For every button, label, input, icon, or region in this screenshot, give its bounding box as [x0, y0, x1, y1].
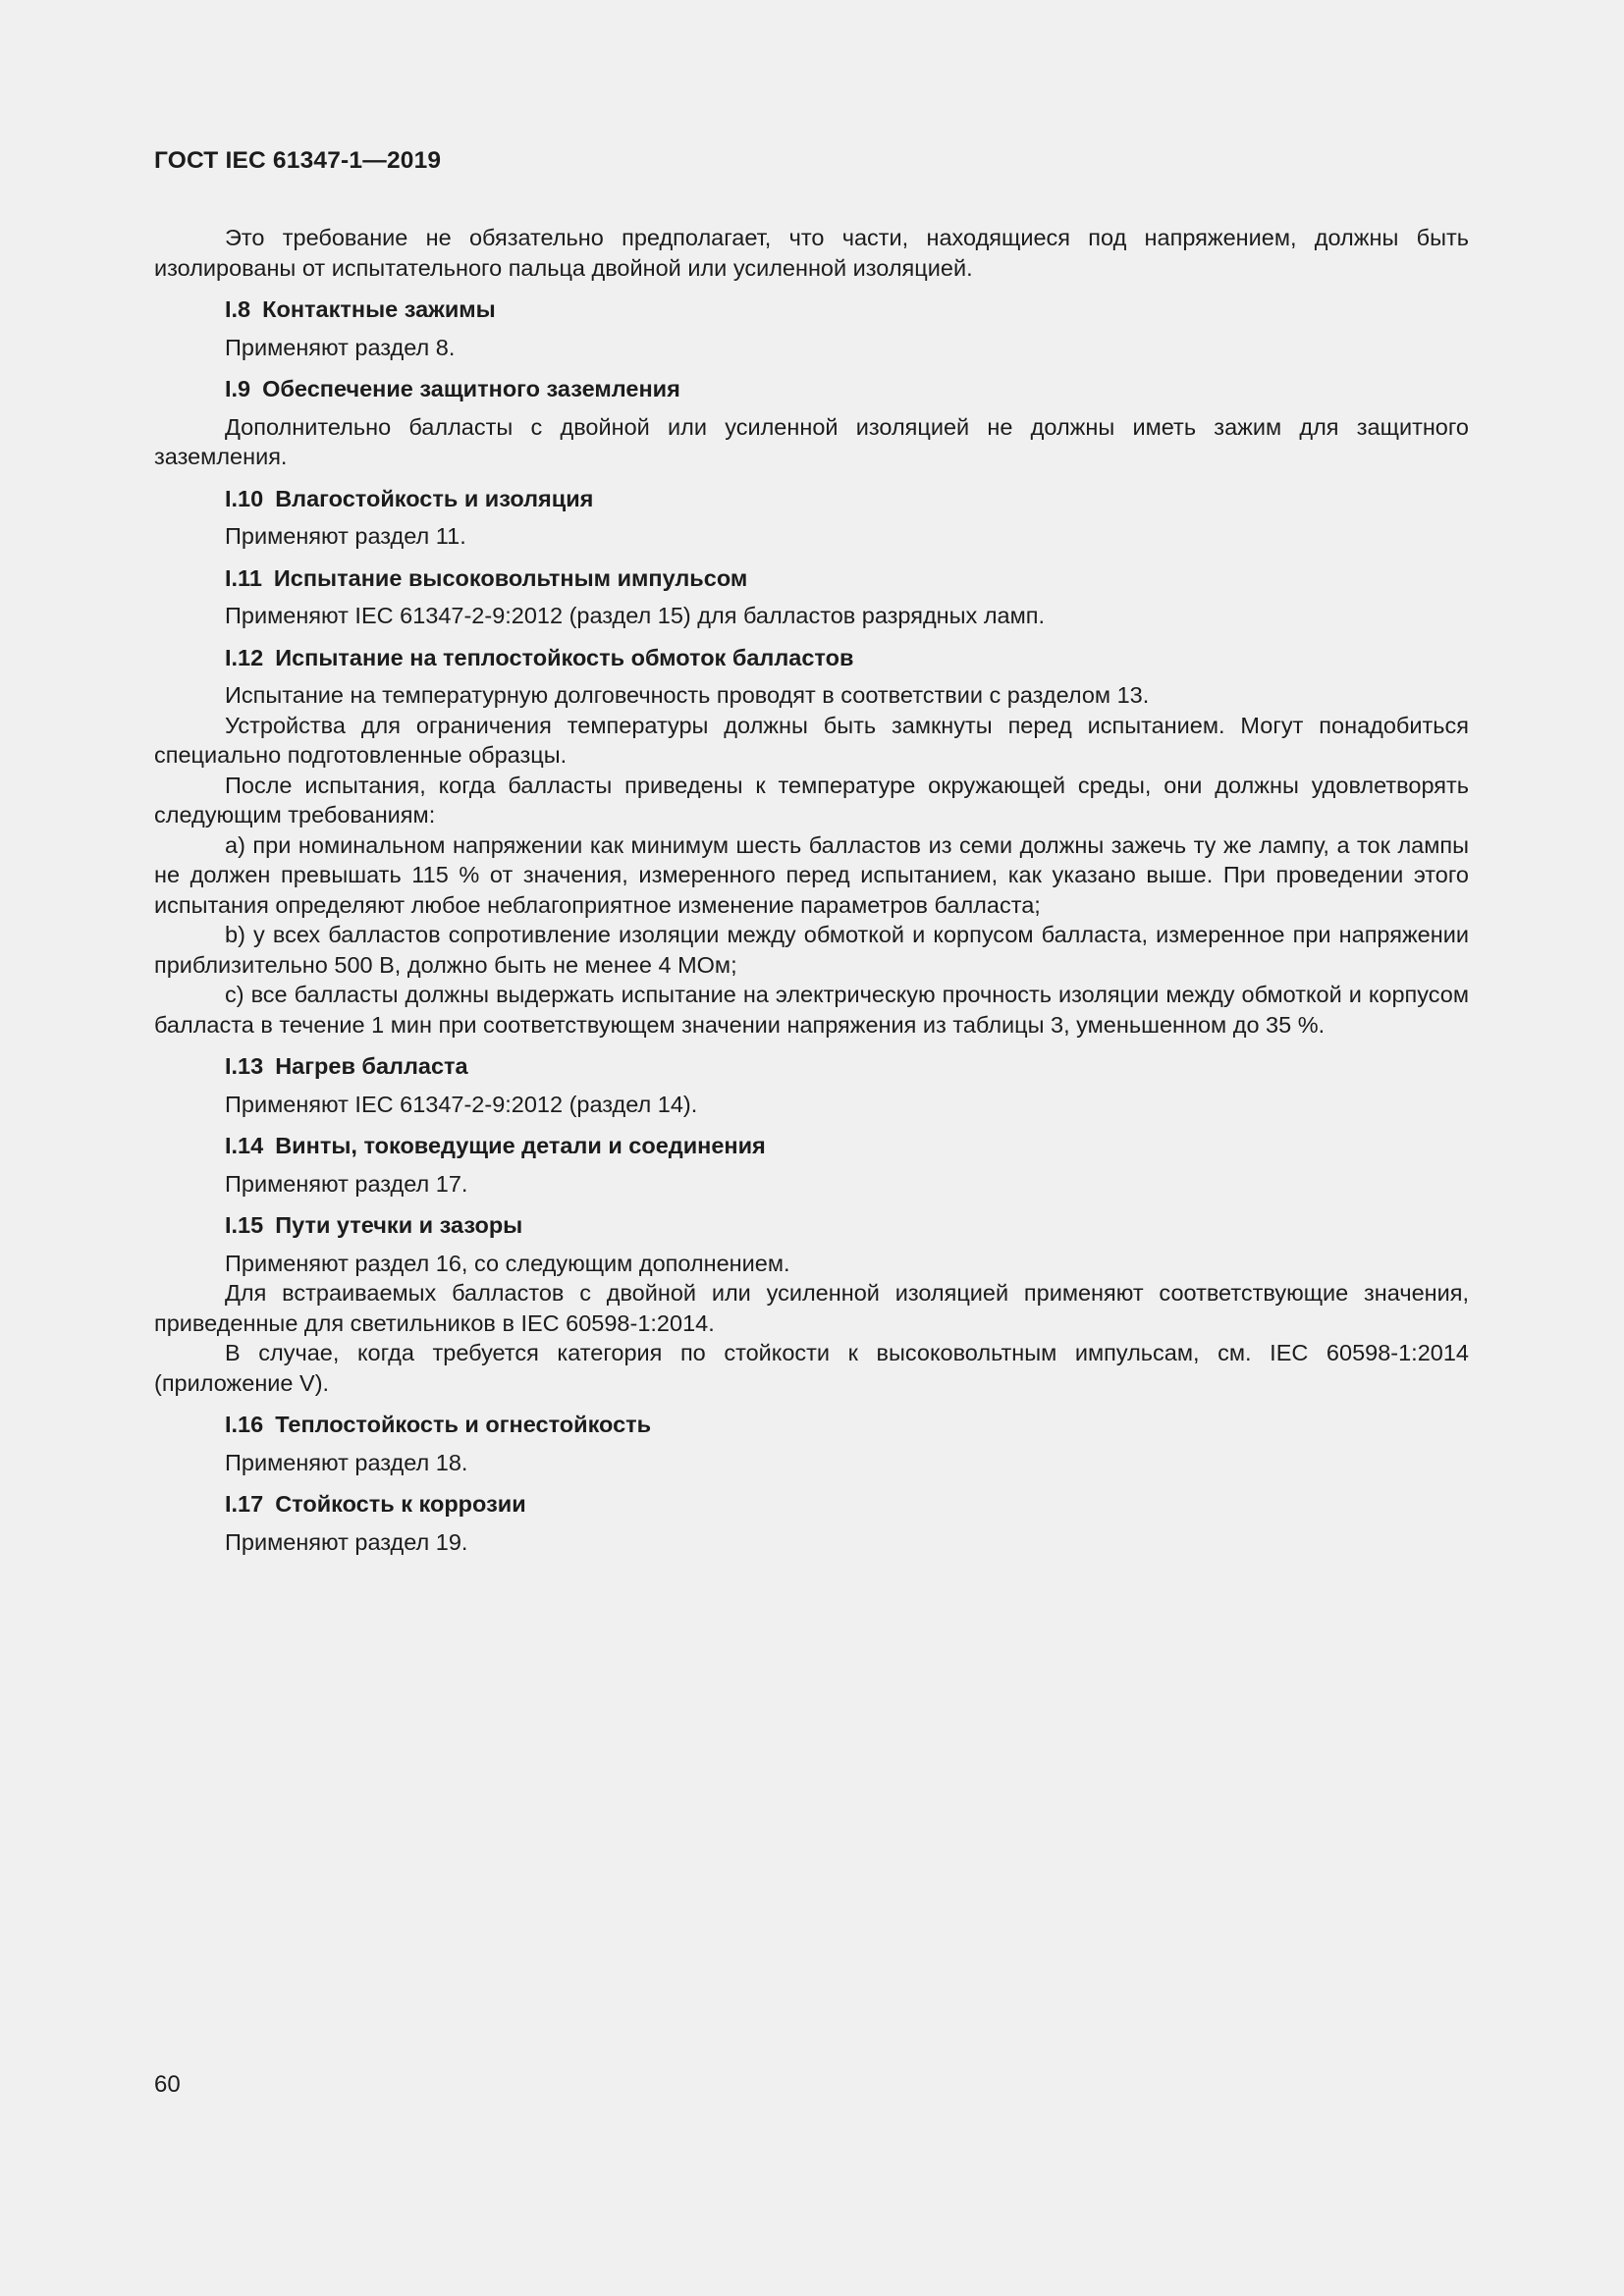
- section-paragraph: Применяют IEC 61347-2-9:2012 (раздел 15) для балластов разрядных ламп.: [225, 603, 1046, 628]
- section-title: Испытание на теплостойкость обмоток балластов: [275, 644, 854, 670]
- document-header: ГОСТ IEC 61347-1—2019: [154, 147, 442, 174]
- section-title: Контактные зажимы: [262, 296, 496, 322]
- section-number: I.14: [225, 1133, 264, 1158]
- section-heading-i13: [154, 1051, 1469, 1082]
- section-number: I.12: [225, 644, 264, 670]
- section-title: Пути утечки и зазоры: [275, 1212, 523, 1238]
- section-number: I.11: [225, 564, 262, 591]
- section-paragraph: Применяют IEC 61347-2-9:2012 (раздел 14).: [225, 1091, 698, 1117]
- section-number: I.15: [225, 1212, 264, 1238]
- section-paragraph: После испытания, когда балласты приведены к температуре окружающей среды, они должны удовлетворять следующим требованиям:: [154, 772, 1469, 828]
- section-paragraph: Испытание на температурную долговечность проводят в соответствии с разделом 13.: [225, 682, 1150, 708]
- section-paragraph: Применяют раздел 17.: [225, 1170, 468, 1197]
- section-paragraph: Применяют раздел 18.: [225, 1449, 468, 1475]
- section-heading-i14: [154, 1131, 1469, 1161]
- section-title: Нагрев балласта: [275, 1053, 468, 1079]
- section-heading-i8: [154, 294, 1469, 325]
- section-title: Теплостойкость и огнестойкость: [275, 1412, 652, 1437]
- section-number: I.9: [225, 376, 251, 401]
- list-item-a: a) при номинальном напряжении как минимум шесть балластов из семи должны зажечь ту же лампу, а ток лампы не должен превышать 115 % от значения, измеренного перед испытанием, как указано выше. При проведении этого испытания определяют любое неблагоприятное изменение параметров балласта;: [154, 831, 1469, 918]
- section-number: I.10: [225, 485, 264, 511]
- section-title: Испытание высоковольтным импульсом: [273, 564, 748, 591]
- section-heading-i12: [154, 643, 1469, 673]
- intro-paragraph: Это требование не обязательно предполагает, что части, находящиеся под напряжением, должны быть изолированы от испытательного пальца двойной или усиленной изоляцией.: [154, 225, 1469, 281]
- section-paragraph: Устройства для ограничения температуры должны быть замкнуты перед испытанием. Могут понадобиться специально подготовленные образцы.: [154, 712, 1469, 768]
- section-title: Винты, токоведущие детали и соединения: [275, 1133, 766, 1158]
- section-paragraph: Применяют раздел 8.: [225, 334, 456, 360]
- section-paragraph: Применяют раздел 19.: [225, 1528, 468, 1555]
- section-number: I.8: [225, 296, 251, 322]
- section-number: I.13: [225, 1053, 264, 1079]
- section-number: I.17: [225, 1491, 264, 1517]
- section-heading-i16: [154, 1410, 1469, 1440]
- section-title: Обеспечение защитного заземления: [262, 376, 680, 401]
- section-paragraph: Применяют раздел 11.: [225, 523, 466, 549]
- section-number: I.16: [225, 1412, 264, 1437]
- section-heading-i10: [154, 484, 1469, 514]
- section-paragraph: Применяют раздел 16, со следующим дополнением.: [225, 1250, 790, 1276]
- page-body: [154, 223, 1469, 1557]
- section-paragraph: Для встраиваемых балластов с двойной или усиленной изоляцией применяют соответствующие значения, приведенные для светильников в IEC 60598-1:2014.: [154, 1280, 1469, 1336]
- section-heading-i17: [154, 1489, 1469, 1520]
- section-title: Влагостойкость и изоляция: [275, 485, 594, 511]
- page-number: 60: [154, 2071, 181, 2098]
- section-heading-i15: [154, 1210, 1469, 1241]
- section-paragraph: Дополнительно балласты с двойной или усиленной изоляцией не должны иметь зажим для защитного заземления.: [154, 413, 1469, 469]
- section-heading-i9: [154, 374, 1469, 404]
- section-heading-i11: [154, 563, 1469, 594]
- section-title: Стойкость к коррозии: [275, 1491, 526, 1517]
- list-item-b: b) у всех балластов сопротивление изоляции между обмоткой и корпусом балласта, измеренное при напряжении приблизительно 500 В, должно быть не менее 4 МОм;: [154, 922, 1469, 978]
- section-paragraph: В случае, когда требуется категория по стойкости к высоковольтным импульсам, см. IEC 60598-1:2014 (приложение V).: [154, 1340, 1469, 1396]
- list-item-c: c) все балласты должны выдержать испытание на электрическую прочность изоляции между обмоткой и корпусом балласта в течение 1 мин при соответствующем значении напряжения из таблицы 3, уменьшенном до 35 %.: [154, 982, 1469, 1038]
